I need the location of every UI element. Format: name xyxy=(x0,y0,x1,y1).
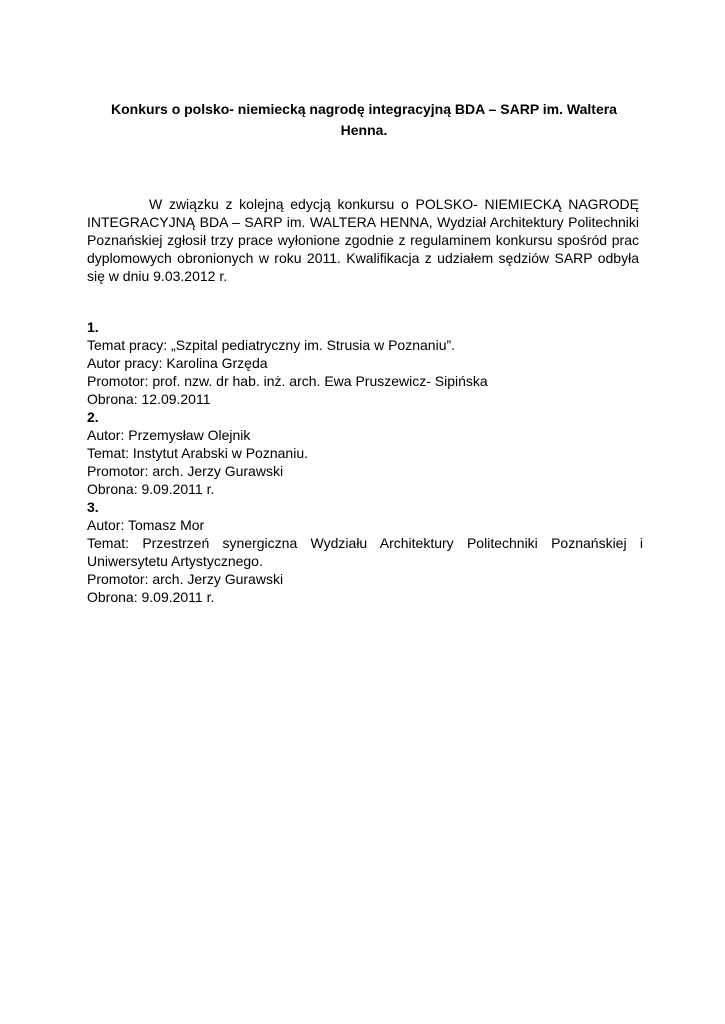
entry-supervisor: Promotor: prof. nzw. dr hab. inż. arch. Ewa Pruszewicz- Sipińska xyxy=(87,373,488,389)
entry-number: 3. xyxy=(87,499,99,515)
intro-paragraph xyxy=(87,195,639,285)
entry-supervisor: Promotor: arch. Jerzy Gurawski xyxy=(87,463,284,479)
entry-author: Autor: Przemysław Olejnik xyxy=(87,427,251,443)
entry-1 xyxy=(87,318,643,408)
entry-topic: Temat: Przestrzeń synergiczna Wydziału Architektury Politechniki Poznańskiej i Uniwersytetu Artystycznego. xyxy=(87,535,643,569)
entry-author: Autor: Tomasz Mor xyxy=(87,517,205,533)
entry-defense-date: Obrona: 9.09.2011 r. xyxy=(87,589,215,605)
intro-text: W związku z kolejną edycją konkursu o POLSKO- NIEMIECKĄ NAGRODĘ INTEGRACYJNĄ BDA – SARP im. WALTERA HENNA, Wydział Architektury Politechniki Poznańskiej zgłosił trzy prace wyłonione zgodnie z regulaminem konkursu spośród prac dyplomowych obronionych w roku 2011. Kwalifikacja z udziałem sędziów SARP odbyła się w dniu 9.03.2012 r. xyxy=(87,196,639,284)
entries-list xyxy=(87,318,643,606)
entry-supervisor: Promotor: arch. Jerzy Gurawski xyxy=(87,571,284,587)
entry-defense-date: Obrona: 9.09.2011 r. xyxy=(87,481,215,497)
document-title: Konkurs o polsko- niemiecką nagrodę integracyjną BDA – SARP im. Waltera Henna. xyxy=(111,101,617,138)
entry-author: Autor pracy: Karolina Grzęda xyxy=(87,355,268,371)
entry-topic: Temat pracy: „Szpital pediatryczny im. Strusia w Poznaniu”. xyxy=(87,337,456,353)
entry-number: 2. xyxy=(87,409,99,425)
entry-3 xyxy=(87,498,643,606)
entry-topic: Temat: Instytut Arabski w Poznaniu. xyxy=(87,445,308,461)
entry-number: 1. xyxy=(87,319,99,335)
entry-2 xyxy=(87,408,643,498)
entry-defense-date: Obrona: 12.09.2011 xyxy=(87,391,211,407)
